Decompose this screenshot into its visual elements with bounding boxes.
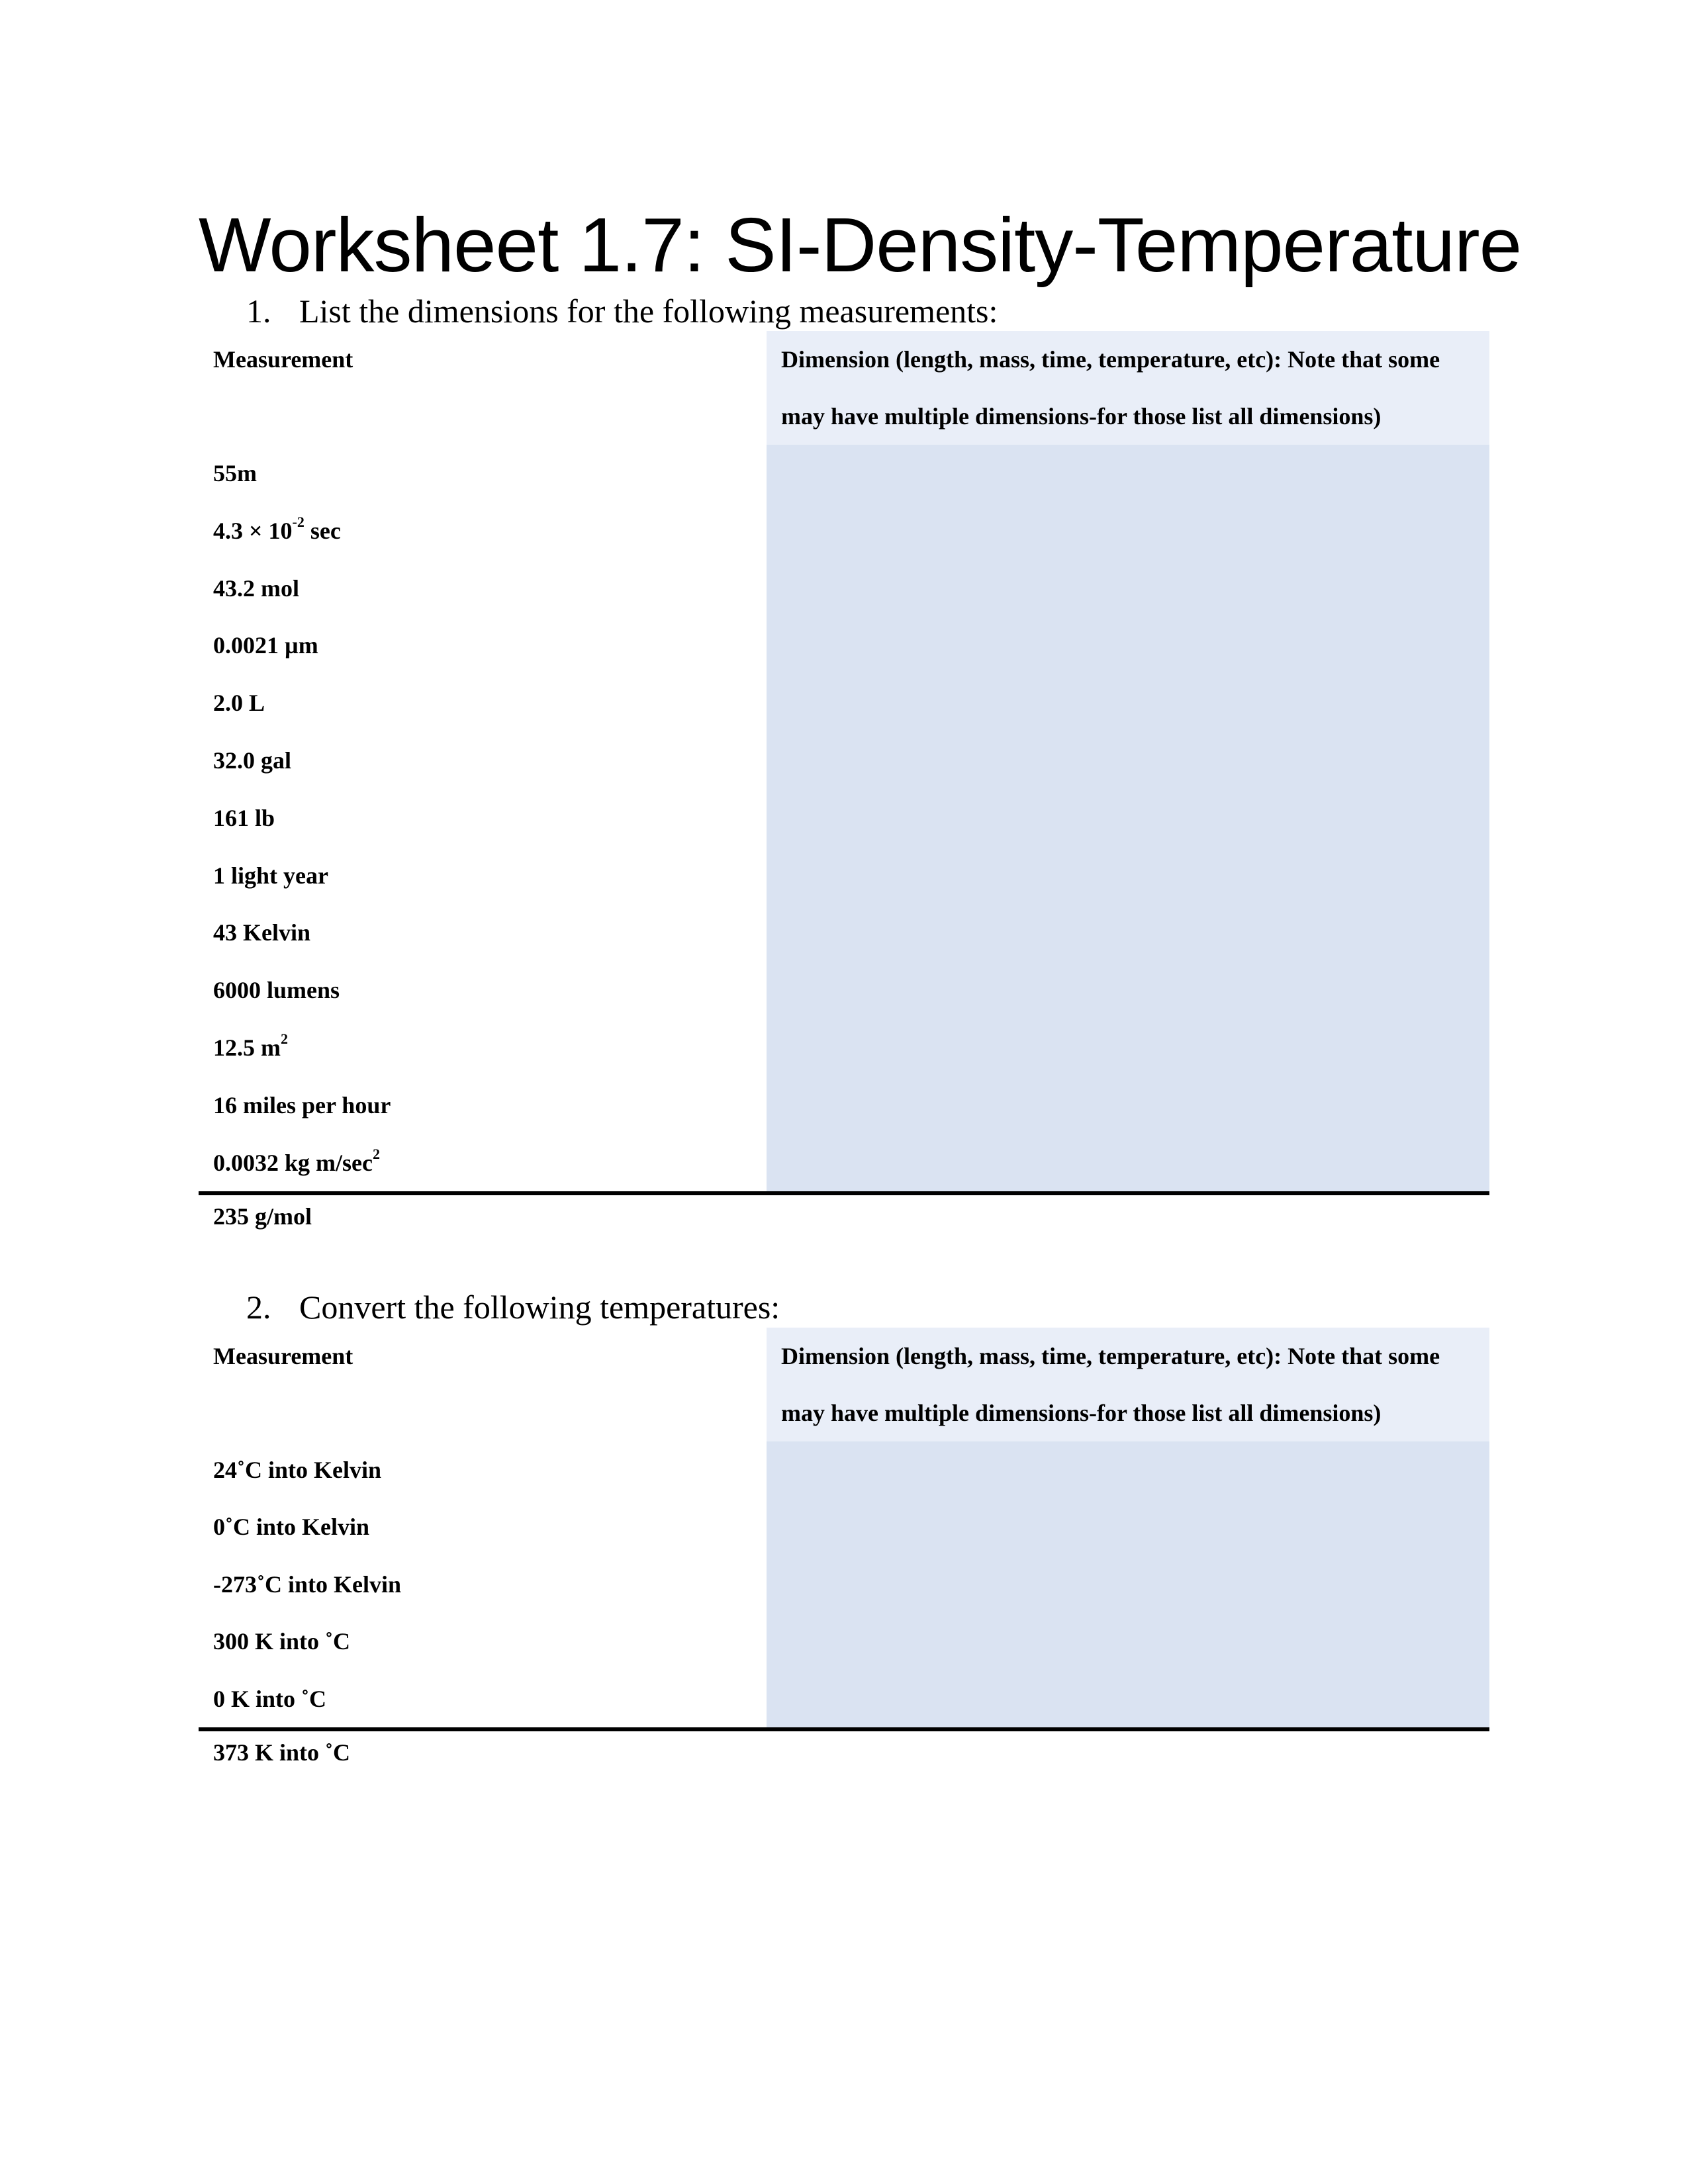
- table-rule: [199, 1727, 1489, 1731]
- measurement-row: [213, 560, 391, 617]
- measurement-value: 32.0 gal: [213, 747, 292, 774]
- measurement-row: [213, 1134, 391, 1192]
- dimension-column-header: Dimension (length, mass, time, temperature, etc): Note that some may have multiple dimensions-for those list all dimensions): [781, 1343, 1440, 1426]
- page-title: Worksheet 1.7: SI-Density-Temperature: [199, 202, 1522, 288]
- measurement-value: 0.0032 kg m/sec: [213, 1149, 373, 1176]
- measurement-row: [213, 1498, 401, 1555]
- temperature-list: [213, 1441, 401, 1727]
- measurement-value: 16 miles per hour: [213, 1091, 391, 1118]
- measurement-value: 2.0 L: [213, 690, 265, 717]
- measurement-value: -273˚C into Kelvin: [213, 1570, 401, 1598]
- measurement-value: 0˚C into Kelvin: [213, 1514, 370, 1541]
- measurement-column-header: Measurement: [213, 1343, 353, 1369]
- measurement-row: [213, 617, 391, 674]
- measurement-row: [213, 1613, 401, 1670]
- measurement-row: [213, 1077, 391, 1134]
- measurement-exponent: 2: [372, 1145, 380, 1162]
- measurement-value: 0.0021 µm: [213, 632, 318, 659]
- temperature-last-row: 373 K into ˚C: [213, 1739, 350, 1766]
- answer-column-cells[interactable]: [767, 445, 1489, 1191]
- measurement-row: [213, 1019, 391, 1077]
- measurement-value: 300 K into ˚C: [213, 1628, 350, 1655]
- measurement-value: 0 K into ˚C: [213, 1685, 326, 1712]
- measurement-value: 43.2 mol: [213, 574, 299, 602]
- measurement-row: [213, 445, 391, 502]
- measurement-row: [213, 790, 391, 847]
- measurement-row: [213, 732, 391, 790]
- dimension-column-header: Dimension (length, mass, time, temperature, etc): Note that some may have multiple dimensions-for those list all dimensions): [781, 346, 1440, 430]
- measurement-value: 12.5 m: [213, 1034, 281, 1061]
- measurement-row: [213, 904, 391, 962]
- measurement-row: [213, 962, 391, 1019]
- measurement-row: [213, 502, 391, 560]
- measurement-value: 6000 lumens: [213, 977, 340, 1004]
- measurement-value: 43 Kelvin: [213, 919, 311, 946]
- measurement-last-row: 235 g/mol: [213, 1203, 312, 1230]
- question-1-number: 1.: [246, 293, 271, 330]
- measurement-value: 161 lb: [213, 804, 275, 831]
- measurement-exponent: -2: [292, 513, 305, 530]
- answer-column-cells[interactable]: [767, 1441, 1489, 1727]
- measurement-unit: sec: [304, 517, 341, 544]
- table-rule: [199, 1191, 1489, 1195]
- question-1-prompt: [246, 291, 998, 331]
- measurement-row: [213, 674, 391, 732]
- measurement-row: [213, 1670, 401, 1727]
- measurement-exponent: 2: [281, 1030, 288, 1047]
- measurement-value: 24˚C into Kelvin: [213, 1457, 382, 1483]
- measurement-column-header: Measurement: [213, 346, 353, 373]
- question-2-prompt: [246, 1287, 780, 1327]
- measurement-row: [213, 1441, 401, 1498]
- question-2-text: Convert the following temperatures:: [299, 1289, 780, 1326]
- dimensions-table: [199, 331, 1489, 1234]
- measurement-value: 4.3 × 10: [213, 517, 293, 544]
- question-2-number: 2.: [246, 1289, 271, 1326]
- question-1-text: List the dimensions for the following measurements:: [299, 293, 998, 330]
- measurement-list: [213, 445, 391, 1191]
- measurement-row: [213, 847, 391, 905]
- measurement-value: 55m: [213, 460, 257, 486]
- measurement-value: 1 light year: [213, 862, 328, 889]
- measurement-row: [213, 1556, 401, 1613]
- temperature-table: [199, 1328, 1489, 1766]
